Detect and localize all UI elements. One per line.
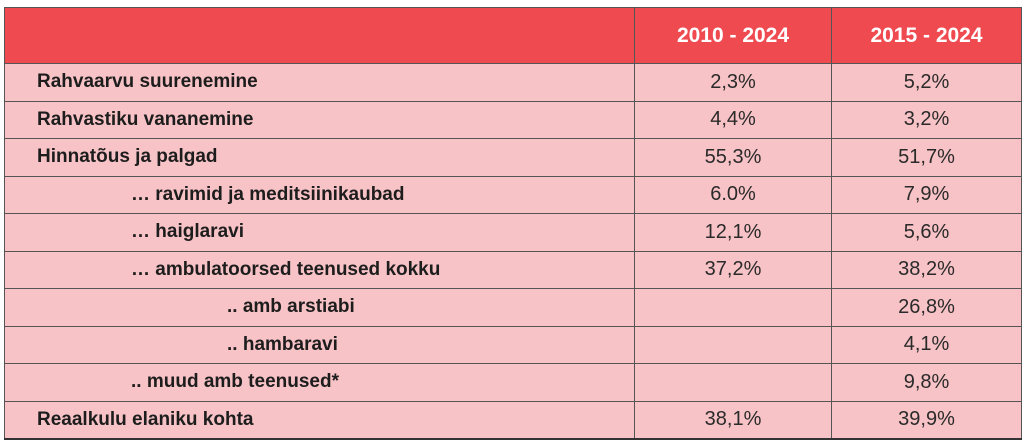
row-label: Hinnatõus ja palgad (5, 139, 635, 177)
row-label: Reaalkulu elaniku kohta (5, 401, 635, 439)
table-row (5, 214, 1022, 252)
cell-2015-2024: 51,7% (832, 139, 1022, 177)
header-col-2015-2024: 2015 - 2024 (832, 8, 1022, 64)
cell-2010-2024: 55,3% (635, 139, 832, 177)
table-row (5, 326, 1022, 364)
cell-2015-2024: 5,2% (832, 64, 1022, 102)
cell-2010-2024 (635, 326, 832, 364)
row-label: .. hambaravi (5, 326, 635, 364)
table-row (5, 176, 1022, 214)
row-label: Rahvastiku vananemine (5, 101, 635, 139)
table-row (5, 364, 1022, 402)
row-label: … ravimid ja meditsiinikaubad (5, 176, 635, 214)
row-label: … ambulatoorsed teenused kokku (5, 251, 635, 289)
cell-2015-2024: 38,2% (832, 251, 1022, 289)
cell-2015-2024: 7,9% (832, 176, 1022, 214)
cell-2010-2024: 6.0% (635, 176, 832, 214)
data-table-container (4, 7, 1021, 443)
cell-2015-2024: 39,9% (832, 401, 1022, 439)
header-row (5, 8, 1022, 64)
cell-2010-2024: 12,1% (635, 214, 832, 252)
cell-2015-2024: 5,6% (832, 214, 1022, 252)
cell-2010-2024 (635, 289, 832, 327)
cell-2010-2024: 37,2% (635, 251, 832, 289)
cell-2010-2024: 38,1% (635, 401, 832, 439)
header-blank-cell (5, 8, 635, 64)
data-table (4, 7, 1022, 440)
table-row (5, 139, 1022, 177)
table-row (5, 401, 1022, 439)
table-row (5, 64, 1022, 102)
row-label: Rahvaarvu suurenemine (5, 64, 635, 102)
cell-2015-2024: 4,1% (832, 326, 1022, 364)
cell-2015-2024: 26,8% (832, 289, 1022, 327)
table-row (5, 101, 1022, 139)
table-row (5, 289, 1022, 327)
cell-2010-2024: 4,4% (635, 101, 832, 139)
cell-2015-2024: 9,8% (832, 364, 1022, 402)
cell-2010-2024 (635, 364, 832, 402)
row-label: .. muud amb teenused* (5, 364, 635, 402)
cell-2015-2024: 3,2% (832, 101, 1022, 139)
table-body (5, 64, 1022, 439)
row-label: .. amb arstiabi (5, 289, 635, 327)
row-label: … haiglaravi (5, 214, 635, 252)
table-row (5, 251, 1022, 289)
header-col-2010-2024: 2010 - 2024 (635, 8, 832, 64)
cell-2010-2024: 2,3% (635, 64, 832, 102)
